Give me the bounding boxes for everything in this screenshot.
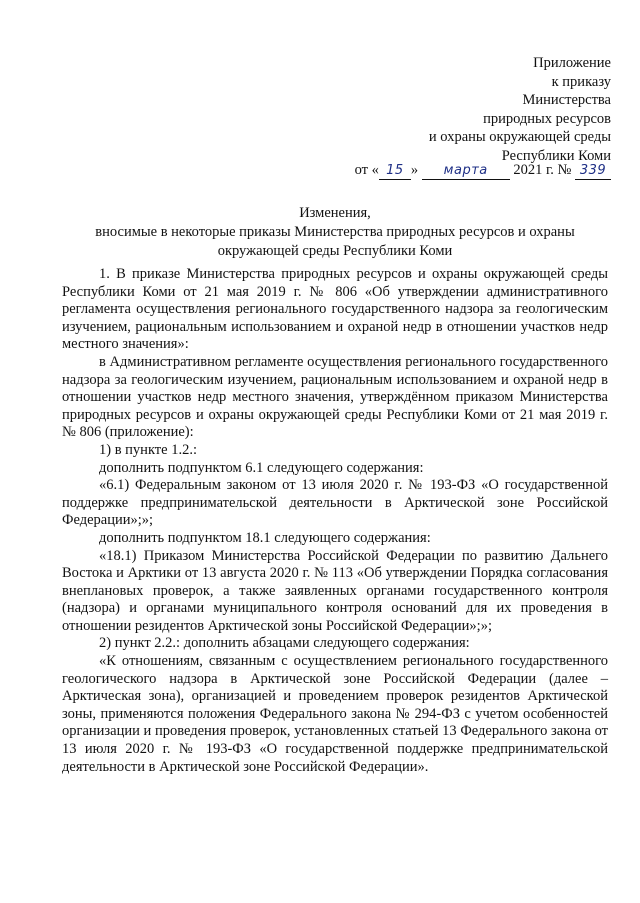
paragraph: 1. В приказе Министерства природных ресурсов и охраны окружающей среды Республики Коми от 21 мая 2019 г. № 806 «Об утверждении административного регламента осуществления регионального государственного надзора за геологическим изучением, рациональным использованием и охраной недр в отношении участков недр местного значения»: (62, 266, 608, 353)
order-year: 2021 г. № (513, 162, 572, 178)
paragraph: «К отношениям, связанным с осуществлением регионального государственного геологического надзора в Арктической зоне Российской Федерации (далее – Арктическая зона), организацией и проведением проверок резидентов Арктической зоны, применяются положения Федерального закона № 294-ФЗ с учетом особенностей организации и проведения проверок, установленных статьей 13 Федерального закона от 13 июля 2020 г. № 193-ФЗ «О государственной поддержке предпринимательской деятельности в Арктической зоне Российской Федерации». (62, 653, 608, 775)
order-quote-close: » (410, 162, 419, 178)
appendix-line: к приказу (551, 73, 611, 90)
paragraph: 2) пункт 2.2.: дополнить абзацами следующего содержания: (99, 635, 470, 652)
appendix-line: природных ресурсов (483, 110, 611, 127)
paragraph: «18.1) Приказом Министерства Российской Федерации по развитию Дальнего Востока и Арктики от 13 августа 2020 г. № 113 «Об утверждении Порядка согласования внеплановых проверок, а также заявленных органами государственного контроля (надзора) и органами муниципального контроля оснований для их проведения в отношении резидентов Арктической зоны Российской Федерации»;»; (62, 547, 608, 634)
order-number-handwritten: 339 (575, 163, 611, 180)
paragraph: дополнить подпунктом 18.1 следующего содержания: (99, 529, 431, 546)
appendix-header (429, 54, 611, 165)
document-heading (62, 204, 608, 261)
document-body (62, 266, 608, 776)
paragraph: в Административном регламенте осуществления регионального государственного надзора за геологическим изучением, рациональным использованием и охраной недр в отношении участков недр местного значения, утверждённом приказом Министерства природных ресурсов и охраны окружающей среды Республики Коми от 21 мая 2019 г. № 806 (приложение): (62, 353, 608, 441)
appendix-line: Приложение (533, 55, 611, 71)
appendix-line: Республики Коми (501, 147, 611, 164)
paragraph: дополнить подпунктом 6.1 следующего содержания: (99, 459, 424, 476)
paragraph: «6.1) Федеральным законом от 13 июля 2020 г. № 193-ФЗ «О государственной поддержке предпринимательской деятельности в Арктической зоне Российской Федерации»;»; (62, 477, 608, 529)
order-month-handwritten: марта (422, 163, 510, 180)
order-date-number (355, 160, 611, 180)
appendix-line: Министерства (522, 92, 611, 108)
heading-title: Изменения, (299, 205, 371, 221)
order-prefix: от « (354, 162, 379, 178)
appendix-line: и охраны окружающей среды (428, 129, 611, 145)
paragraph: 1) в пункте 1.2.: (99, 441, 197, 458)
heading-subtitle: вносимые в некоторые приказы Министерства природных ресурсов и охраны окружающей среды Республики Коми (95, 224, 575, 259)
order-day-handwritten: 15 (379, 163, 411, 180)
